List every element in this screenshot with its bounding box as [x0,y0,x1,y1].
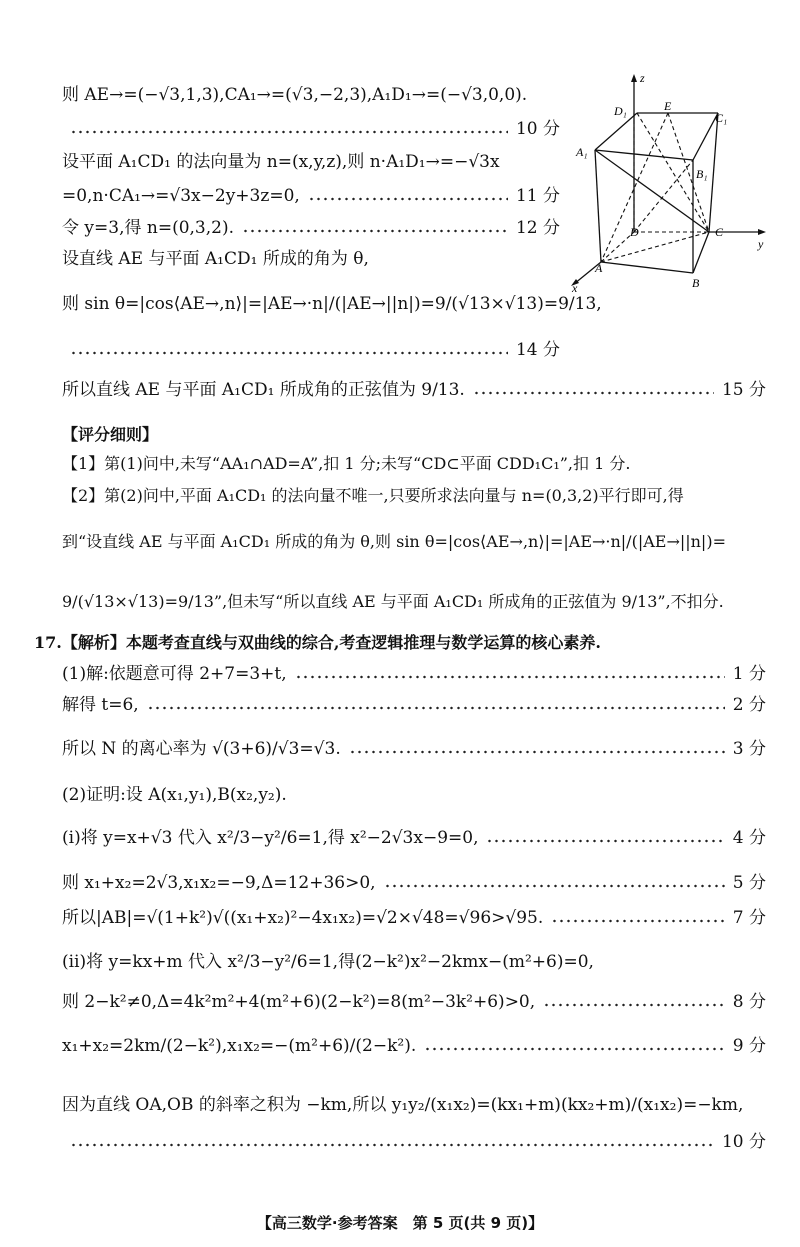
step-1-line: (1)解:依题意可得 2+7=3+t, 1 分 [62,664,766,684]
step-5-line: 则 x₁+x₂=2√3,x₁x₂=−9,Δ=12+36>0, 5 分 [62,873,766,893]
rubric-item-2a: 【2】第(2)问中,平面 A₁CD₁ 的法向量不唯一,只要所求法向量与 n=(0,3,2)平行即可,得 [62,486,684,505]
label-D1: D₁ [614,104,627,118]
rubric-title: 【评分细则】 [62,425,159,444]
z-axis-arrow [631,74,637,82]
score-line-10-a: 10 分 [62,117,560,141]
label-C: C [715,225,724,239]
step-2-line: 解得 t=6, 2 分 [62,695,766,715]
question-17-header: 17.【解析】本题考查直线与双曲线的综合,考查逻辑推理与数学运算的核心素养. [34,633,601,652]
step-3-line: 所以 N 的离心率为 √(3+6)/√3=√3. 3 分 [62,739,766,759]
label-z: z [640,71,645,85]
angle-definition-line: 设直线 AE 与平面 A₁CD₁ 所成的角为 θ, [62,249,369,269]
label-C1: C₁ [715,111,728,125]
slope-product-line: 因为直线 OA,OB 的斜率之积为 −km,所以 y₁y₂/(x₁x₂)=(kx₁+m)(kx₂+m)/(x₁x₂)=−km, [62,1095,744,1115]
cuboid-diagram [558,70,778,295]
label-E: E [664,99,672,113]
label-y: y [758,237,764,251]
label-A: A [595,261,603,275]
rubric-item-2c: 9/(√13×√13)=9/13”,但未写“所以直线 AE 与平面 A₁CD₁ 所成角的正弦值为 9/13”,不扣分. [62,592,724,611]
normal-vector-result-line: 令 y=3,得 n=(0,3,2). 12 分 [62,218,560,238]
rubric-item-1: 【1】第(1)问中,未写“AA₁∩AD=A”,扣 1 分;未写“CD⊂平面 CDD₁C₁”,扣 1 分. [62,454,631,473]
vector-coordinates-line: 则 AE→=(−√3,1,3),CA₁→=(√3,−2,3),A₁D₁→=(−√3,0,0). [62,85,528,105]
step-7-line: 所以|AB|=√(1+k²)√((x₁+x₂)²−4x₁x₂)=√2×√48=√96>√95. 7 分 [62,908,766,928]
label-A1: A₁ [576,145,588,159]
label-x: x [572,281,578,295]
label-B1: B₁ [696,167,708,181]
proof-setup-line: (2)证明:设 A(x₁,y₁),B(x₂,y₂). [62,785,287,805]
label-D: D [630,225,639,239]
score-line-14: 14 分 [62,338,560,362]
conclusion-line: 所以直线 AE 与平面 A₁CD₁ 所成角的正弦值为 9/13. 15 分 [62,380,766,400]
page-footer: 【高三数学·参考答案 第 5 页(共 9 页)】 [256,1214,544,1232]
rubric-item-2b: 到“设直线 AE 与平面 A₁CD₁ 所成的角为 θ,则 sin θ=|cos⟨AE→,n⟩|=|AE→·n|/(|AE→||n|)= [62,532,726,551]
y-axis-arrow [758,229,766,235]
step-4-line: (ⅰ)将 y=x+√3 代入 x²/3−y²/6=1,得 x²−2√3x−9=0, 4 分 [62,828,766,848]
cuboid-figure [558,70,778,295]
normal-vector-equation-line: =0,n·CA₁→=√3x−2y+3z=0, 11 分 [62,186,560,206]
step-9-line: x₁+x₂=2km/(2−k²),x₁x₂=−(m²+6)/(2−k²). 9 分 [62,1036,766,1056]
step-8-line: 则 2−k²≠0,Δ=4k²m²+4(m²+6)(2−k²)=8(m²−3k²+6)>0, 8 分 [62,992,766,1012]
substitution-line: (ⅱ)将 y=kx+m 代入 x²/3−y²/6=1,得(2−k²)x²−2kmx−(m²+6)=0, [62,952,594,972]
normal-vector-line: 设平面 A₁CD₁ 的法向量为 n=(x,y,z),则 n·A₁D₁→=−√3x [62,152,500,172]
sine-computation-line: 则 sin θ=|cos⟨AE→,n⟩|=|AE→·n|/(|AE→||n|)=9/(√13×√13)=9/13, [62,294,602,314]
score-line-10-b: 10 分 [62,1130,766,1154]
label-B: B [692,276,700,290]
